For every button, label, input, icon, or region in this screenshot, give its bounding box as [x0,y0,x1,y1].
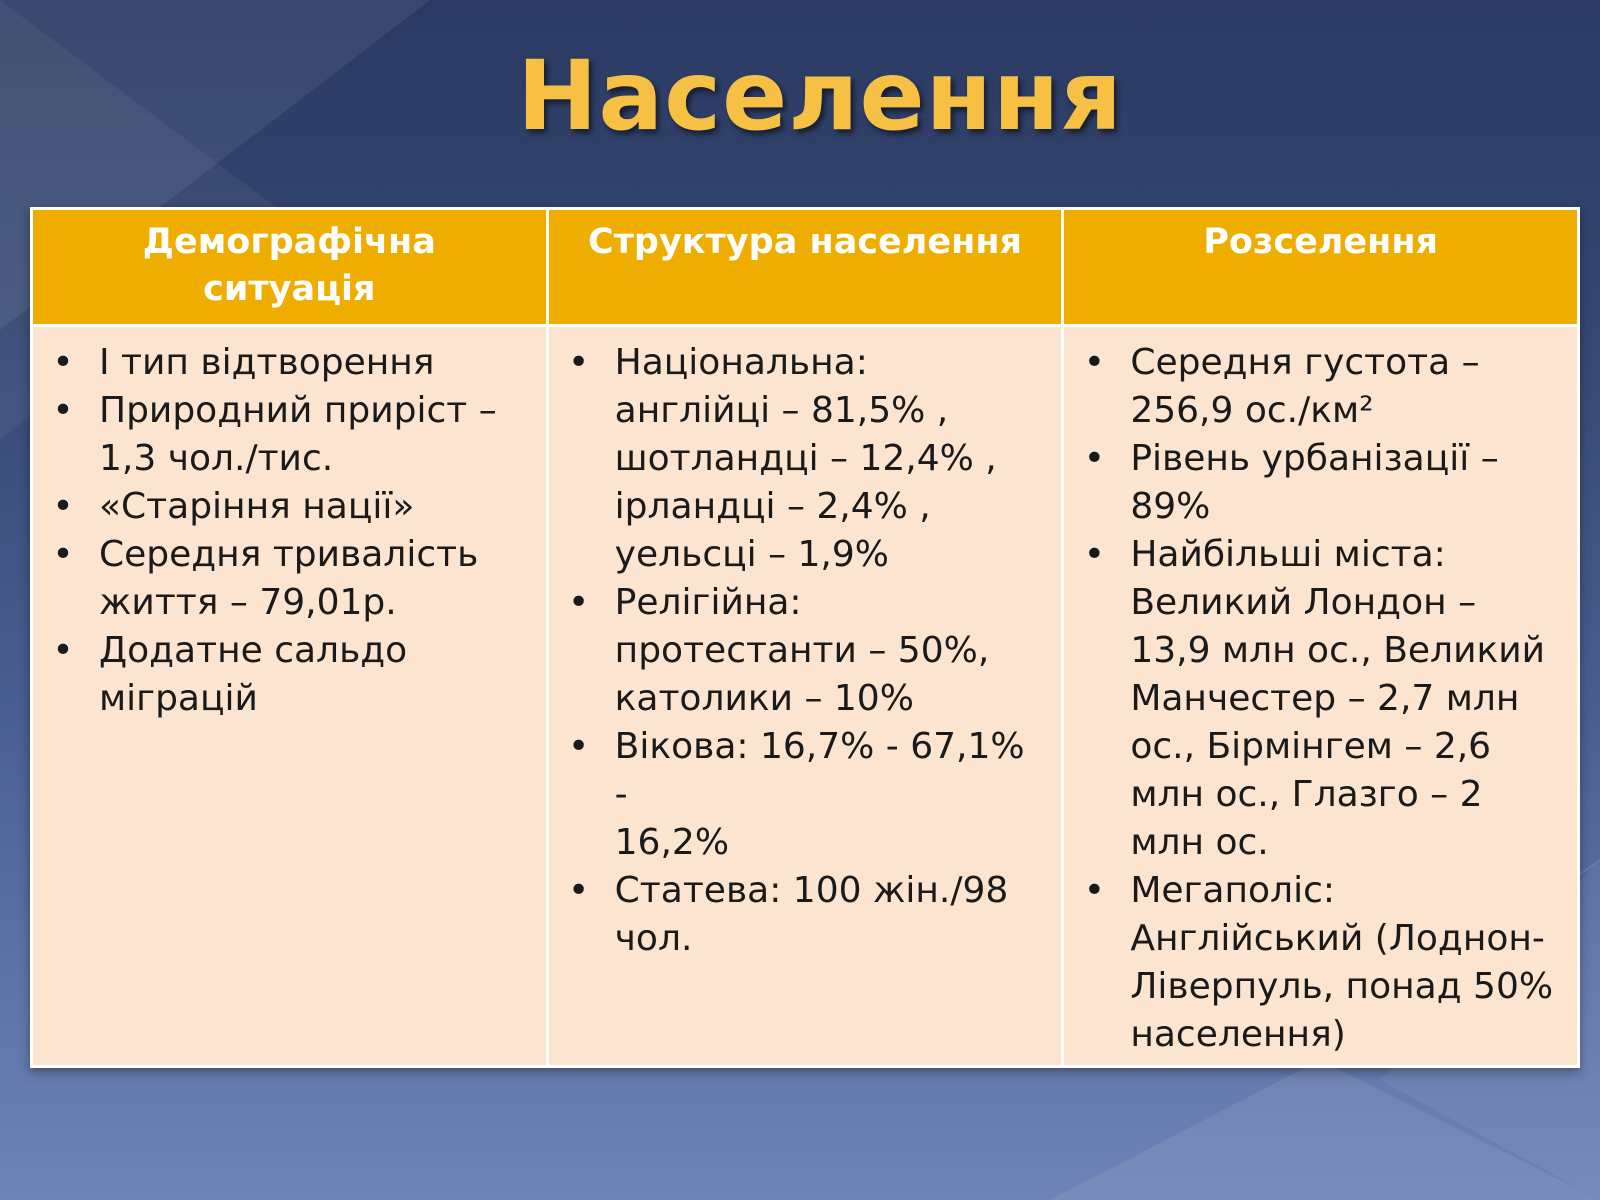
list-item-text: «Старіння нації» [99,486,415,527]
bullet-icon: • [1083,438,1105,479]
list-item [45,339,532,387]
list-item-text: Ліверпуль, понад 50% [1130,966,1554,1007]
list-item-text: Великий Лондон – [1130,582,1477,623]
list-item-text: 16,2% [614,822,730,863]
bullet-icon: • [568,342,590,383]
table-header-row [32,209,1579,326]
table-body-row [32,326,1579,1067]
list-item-text: Середня густота – [1130,342,1480,383]
bullet-icon: • [568,582,590,623]
list-item-text: населення) [1130,1014,1346,1055]
header-population-structure: Структура населення [547,209,1063,326]
list-item-text: млн ос., Глазго – 2 [1130,774,1483,815]
list-item-text: Середня тривалість [99,534,479,575]
bullet-icon: • [52,390,74,431]
population-table [30,207,1580,1068]
list-item-text: ос., Бірмінгем – 2,6 [1130,726,1492,767]
list-item [561,867,1048,963]
bullet-list [561,339,1048,963]
list-item-text: Національна: [614,342,868,383]
list-item-text: I тип відтворення [99,342,435,383]
bullet-icon: • [568,870,590,911]
list-item-text: чол. [614,918,693,959]
list-item-text: 89% [1130,486,1211,527]
bullet-icon: • [52,342,74,383]
list-item-text: Статева: 100 жін./98 [614,870,1009,911]
list-item-text: Мегаполіс: [1130,870,1335,911]
list-item-text: міграцій [99,678,258,719]
slide-title: Населення [517,40,1123,152]
list-item-text: Додатне сальдо [99,630,408,671]
list-item-text: уельсці – 1,9% [614,534,889,575]
cell-population-structure [547,326,1063,1067]
cell-settlement [1063,326,1579,1067]
list-item [561,579,1048,723]
data-table [30,207,1580,1068]
bullet-icon: • [52,486,74,527]
list-item [1076,867,1563,1059]
list-item-text: 13,9 млн ос., Великий [1130,630,1545,671]
list-item [1076,435,1563,531]
list-item-text: Манчестер – 2,7 млн [1130,678,1520,719]
list-item-text: млн ос. [1130,822,1269,863]
list-item-text: 256,9 ос./км² [1130,390,1374,431]
list-item-text: життя – 79,01р. [99,582,397,623]
list-item-text: англійці – 81,5% , [614,390,949,431]
bullet-icon: • [1083,870,1105,911]
list-item [561,339,1048,579]
list-item-text: Природний приріст – [99,390,497,431]
list-item [1076,339,1563,435]
list-item-text: Найбільші міста: [1130,534,1446,575]
list-item-text: протестанти – 50%, [614,630,990,671]
list-item-text: католики – 10% [614,678,914,719]
bullet-icon: • [52,534,74,575]
header-demographic-situation: Демографічна ситуація [32,209,548,326]
list-item-text: Релігійна: [614,582,802,623]
bullet-icon: • [1083,342,1105,383]
bullet-list [45,339,532,723]
bullet-icon: • [1083,534,1105,575]
list-item-text: шотландці – 12,4% , [614,438,997,479]
cell-demographic-situation [32,326,548,1067]
list-item-text: ірландці – 2,4% , [614,486,931,527]
bullet-list [1076,339,1563,1059]
list-item-text: 1,3 чол./тис. [99,438,334,479]
bullet-icon: • [568,726,590,767]
list-item [45,531,532,627]
list-item [45,483,532,531]
list-item [1076,531,1563,867]
list-item [45,627,532,723]
list-item [45,387,532,483]
list-item-text: Англійський (Лоднон- [1130,918,1545,959]
list-item-text: Вікова: 16,7% - 67,1% - [614,726,1025,815]
bullet-icon: • [52,630,74,671]
list-item-text: Рівень урбанізації – [1130,438,1499,479]
header-settlement: Розселення [1063,209,1579,326]
list-item [561,723,1048,867]
